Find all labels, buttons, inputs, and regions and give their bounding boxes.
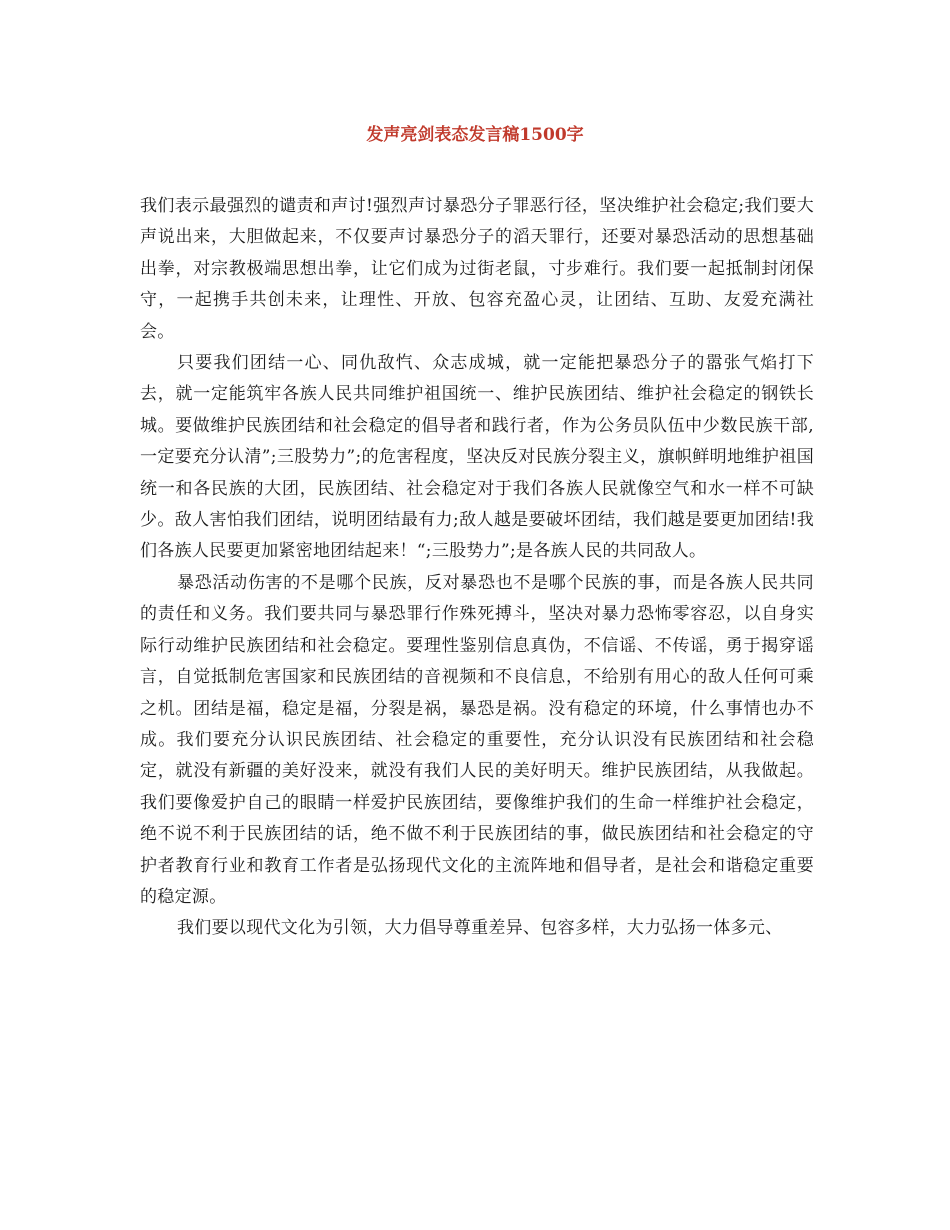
paragraph-1: 我们表示最强烈的谴责和声讨!强烈声讨暴恐分子罪恶行径，坚决维护社会稳定;我们要大声说出来，大胆做起来，不仅要声讨暴恐分子的滔天罪行，还要对暴恐活动的思想基础出拳，对宗教极端思想出拳，让它们成为过街老鼠，寸步难行。我们要一起抵制封闭保守，一起携手共创未来，让理性、开放、包容充盈心灵，让团结、互助、友爱充满社会。 — [140, 196, 814, 342]
paragraph-2: 只要我们团结一心、同仇敌忾、众志成城，就一定能把暴恐分子的嚣张气焰打下去，就一定能筑牢各族人民共同维护祖国统一、维护民族团结、维护社会稳定的钢铁长城。要做维护民族团结和社会稳定的倡导者和践行者，作为公务员队伍中少数民族干部,一定要充分认清”;三股势力”;的危害程度，坚决反对民族分裂主义，旗帜鲜明地维护祖国统一和各民族的大团，民族团结、社会稳定对于我们各族人民就像空气和水一样不可缺少。敌人害怕我们团结，说明团结最有力;敌人越是要破坏团结，我们越是要更加团结!我们各族人民要更加紧密地团结起来！“;三股势力”;是各族人民的共同敌人。 — [140, 353, 814, 562]
document-body — [140, 191, 814, 945]
document-title: 发声亮剑表态发言稿1500字 — [366, 125, 584, 145]
paragraph-3: 暴恐活动伤害的不是哪个民族，反对暴恐也不是哪个民族的事，而是各族人民共同的责任和义务。我们要共同与暴恐罪行作殊死搏斗，坚决对暴力恐怖零容忍，以自身实际行动维护民族团结和社会稳定。要理性鉴别信息真伪，不信谣、不传谣，勇于揭穿谣言，自觉抵制危害国家和民族团结的音视频和不良信息，不给别有用心的敌人任何可乘之机。团结是福，稳定是福，分裂是祸，暴恐是祸。没有稳定的环境，什么事情也办不成。我们要充分认识民族团结、社会稳定的重要性，充分认识没有民族团结和社会稳定，就没有新疆的美好没来，就没有我们人民的美好明天。维护民族团结，从我做起。我们要像爱护自己的眼睛一样爱护民族团结，要像维护我们的生命一样维护社会稳定，绝不说不利于民族团结的话，绝不做不利于民族团结的事，做民族团结和社会稳定的守护者教育行业和教育工作者是弘扬现代文化的主流阵地和倡导者，是社会和谐稳定重要的稳定源。 — [140, 572, 814, 907]
paragraph-4: 我们要以现代文化为引领，大力倡导尊重差异、包容多样，大力弘扬一体多元、 — [177, 918, 783, 939]
